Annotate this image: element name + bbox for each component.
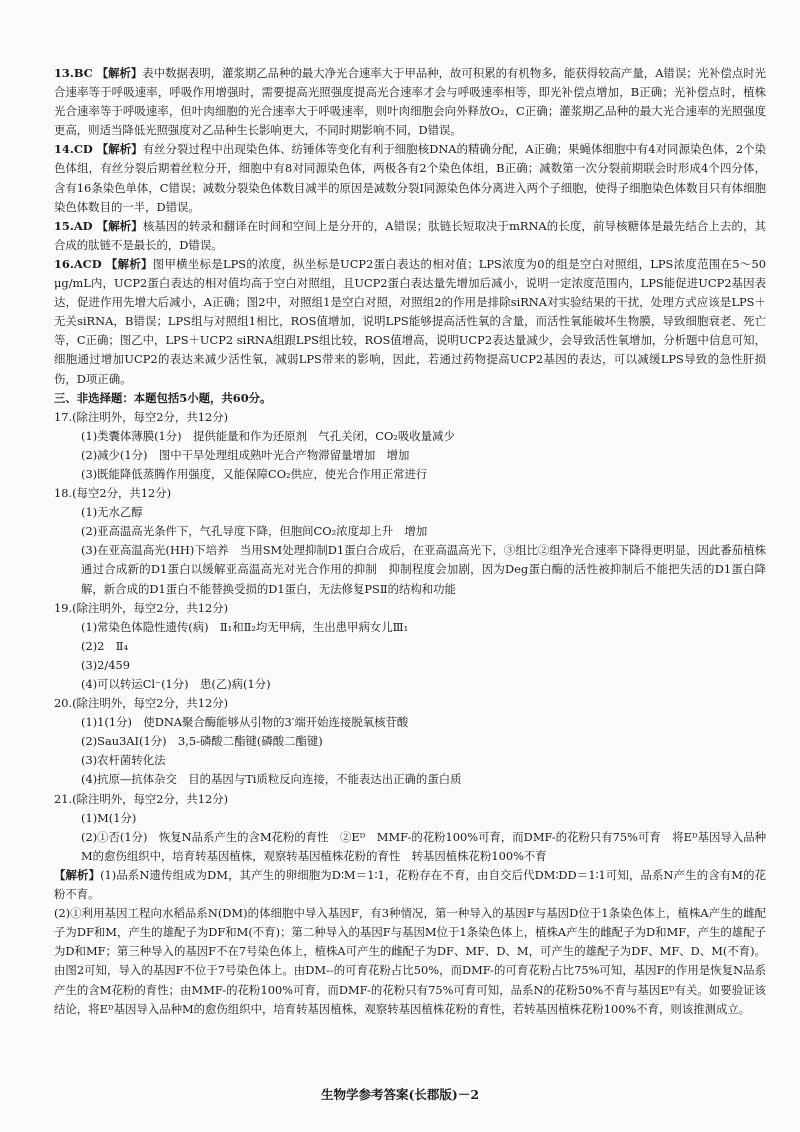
answer-17-line-2: (2)减少(1分) 图中干旱处理组成熟叶光合产物滞留量增加 增加	[81, 447, 410, 462]
answer-19-line-4: (4)可以转运Cl⁻(1分) 患(乙)病(1分)	[81, 677, 271, 691]
answer-19-line-3: (3)2/459	[81, 657, 130, 672]
answer-content	[54, 64, 766, 1019]
answer-15-text: 核基因的转录和翻译在时间和空间上是分开的，A错误；肽链长短取决于mRNA的长度，前导核糖体是最先结合上去的，其合成的肽链不是最长的，D错误。	[54, 218, 766, 252]
answer-20-head: 20.(除注明外，每空2分，共12分)	[54, 696, 229, 711]
answer-17-head: 17.(除注明外，每空2分，共12分)	[54, 409, 229, 424]
answer-17-line-1: (1)类囊体薄膜(1分) 提供能量和作为还原剂 气孔关闭，CO₂吸收量减少	[81, 428, 455, 443]
answer-19-line-1: (1)常染色体隐性遗传(病) Ⅱ₁和Ⅱ₂均无甲病，生出患甲病女儿Ⅲ₁	[81, 619, 409, 634]
answer-13-head: 13.BC 【解析】	[54, 66, 143, 80]
answer-20-line-1: (1)1(1分) 使DNA聚合酶能够从引物的3′端开始连接脱氧核苷酸	[81, 715, 409, 730]
answer-18-line-3: (3)在亚高温高光(HH)下培养 当用SM处理抑制D1蛋白合成后，在亚高温高光下，③组比②组净光合速率下降得更明显，因此番茄植株通过合成新的D1蛋白以缓解亚高温高光对光合作用的抑制 抑制程度会加剧，因为Deg蛋白酶的活性被抑制后不能把失活的D1蛋白降解，新合成的D1蛋白不能替换受损的D1蛋白，无法修复PSⅡ的结构和功能	[81, 543, 766, 596]
answer-19-line-2: (2)2 Ⅱ₄	[81, 638, 129, 653]
answer-13-text: 表中数据表明，灌浆期乙品种的最大净光合速率大于甲品种，故可积累的有机物多，能获得较高产量，A错误；光补偿点时光合速率等于呼吸速率，呼吸作用增强时，需要提高光照强度提高光合速率才会与呼吸速率相等，即光补偿点增加，B正确；光补偿点时，植株光合速率等于呼吸速率，但叶肉细胞的光合速率大于呼吸速率，则叶肉细胞会向外释放O₂，C正确；灌浆期乙品种的最大光合速率的光照强度更高，则适当降低光照强度对乙品种生长影响更大，不同时期影响不同，D错误。	[54, 66, 767, 138]
answer-16	[54, 255, 766, 389]
answer-21-line-1: (1)M(1分)	[81, 810, 137, 825]
answer-16-head: 16.ACD 【解析】	[54, 256, 153, 271]
answer-14	[54, 140, 766, 216]
answer-14-head: 14.CD 【解析】	[54, 142, 143, 157]
section-heading: 三、非选择题：本题包括5小题，共60分。	[54, 390, 272, 405]
analysis-paragraph-2: (2)①利用基因工程向水稻品系N(DM)的体细胞中导入基因F，有3种情况，第一种导入的基因F与基因D位于1条染色体上，植株A产生的雌配子为DF和M，产生的雄配子为DF和M(不育)；第二种导入的基因F与基因M位于1条染色体上，植株A产生的雌配子为D和MF，产生的雄配子为D和MF；第三种导入的基因F不在7号染色体上，植株A可产生的雌配子为DF、MF、D、M，可产生的雄配子为DF、MF、D、M(不育)。由图2可知，导入的基因F不位于7号染色体上。由DM--的可育花粉占比50%，而DMF-的可育花粉占比75%可知，基因F的作用是恢复N品系产生的含M花粉的育性；由MMF-的花粉100%可育，而DMF-的花粉只有75%可育可知，品系N的花粉50%不育与基因Eᴰ有关。如要验证该结论，将Eᴰ基因导入品种M的愈伤组织中，培育转基因植株，观察转基因植株花粉的育性，若转基因植株花粉100%不育，则该推测成立。	[54, 906, 766, 1016]
answer-14-text: 有丝分裂过程中出现染色体、纺锤体等变化有利于细胞核DNA的精确分配，A正确；果蝇体细胞中有4对同源染色体，2个染色体组，有丝分裂后期着丝粒分开，细胞中有8对同源染色体，两极各有2个染色体组，B正确；减数第一次分裂前期联会时形成4个四分体，含有16条染色单体，C错误；减数分裂染色体数目减半的原因是减数分裂Ⅰ同源染色体分离进入两个子细胞，使得子细胞染色体数目只有体细胞染色体数目的一半，D错误。	[54, 142, 766, 214]
answer-21-head: 21.(除注明外，每空2分，共12分)	[54, 791, 229, 806]
answer-15	[54, 217, 766, 255]
answer-18-head: 18.(每空2分，共12分)	[54, 486, 172, 501]
answer-21-line-2: (2)①否(1分) 恢复N品系产生的含M花粉的育性 ②Eᴰ MMF-的花粉100%可育，而DMF-的花粉只有75%可育 将Eᴰ基因导入品种M的愈伤组织中，培育转基因植株，观察转基因植株花粉的育性 转基因植株花粉100%不育	[81, 829, 766, 863]
analysis-text-1: (1)品系N遗传组成为DM，其产生的卵细胞为D∶M＝1∶1，花粉存在不育，由自交后代DM∶DD＝1∶1可知，品系N产生的含有M的花粉不育。	[54, 867, 766, 902]
analysis-paragraph-1	[54, 866, 766, 904]
answer-13	[54, 64, 766, 140]
page-footer: 生物学参考答案(长郡版)－2	[320, 1087, 480, 1102]
answer-16-text: 图甲横坐标是LPS的浓度，纵坐标是UCP2蛋白表达的相对值；LPS浓度为0的组是空白对照组，LPS浓度范围在5～50 μg/mL内，UCP2蛋白表达的相对值均高于空白对照组，且UCP2蛋白表达量先增加后减小，说明一定浓度范围内，LPS能促进UCP2基因表达，促进作用先增大后减小，A正确；图2中，对照组1是空白对照，对照组2的作用是排除siRNA对实验结果的干扰，处理方式应该是LPS＋无关siRNA，B错误；LPS组与对照组1相比，ROS值增加，说明LPS能够提高活性氧的含量，而活性氧能破坏生物膜，导致细胞衰老、死亡等，C正确；图乙中，LPS＋UCP2 siRNA组跟LPS组比较，ROS值增高，说明UCP2表达量减少，会导致活性氧增加，分析题中信息可知，细胞通过增加UCP2的表达来减少活性氧，减弱LPS带来的影响，因此，若通过药物提高UCP2基因的表达，可以减缓LPS导致的急性肝损伤，D项正确。	[54, 256, 766, 386]
answer-20-line-3: (3)农杆菌转化法	[81, 753, 166, 768]
answer-18-line-2: (2)亚高温高光条件下，气孔导度下降，但胞间CO₂浓度却上升 增加	[81, 524, 428, 539]
answer-20-line-4: (4)抗原—抗体杂交 目的基因与Ti质粒反向连接，不能表达出正确的蛋白质	[81, 772, 462, 787]
answer-19-head: 19.(除注明外，每空2分，共12分)	[54, 600, 229, 615]
answer-15-head: 15.AD 【解析】	[54, 218, 143, 233]
answer-17-line-3: (3)既能降低蒸腾作用强度，又能保障CO₂供应，使光合作用正常进行	[81, 466, 428, 481]
analysis-head: 【解析】	[54, 867, 101, 882]
answer-20-line-2: (2)Sau3AⅠ(1分) 3,5-磷酸二酯键(磷酸二酯键)	[81, 734, 323, 749]
answer-18-line-1: (1)无水乙醇	[81, 505, 143, 520]
